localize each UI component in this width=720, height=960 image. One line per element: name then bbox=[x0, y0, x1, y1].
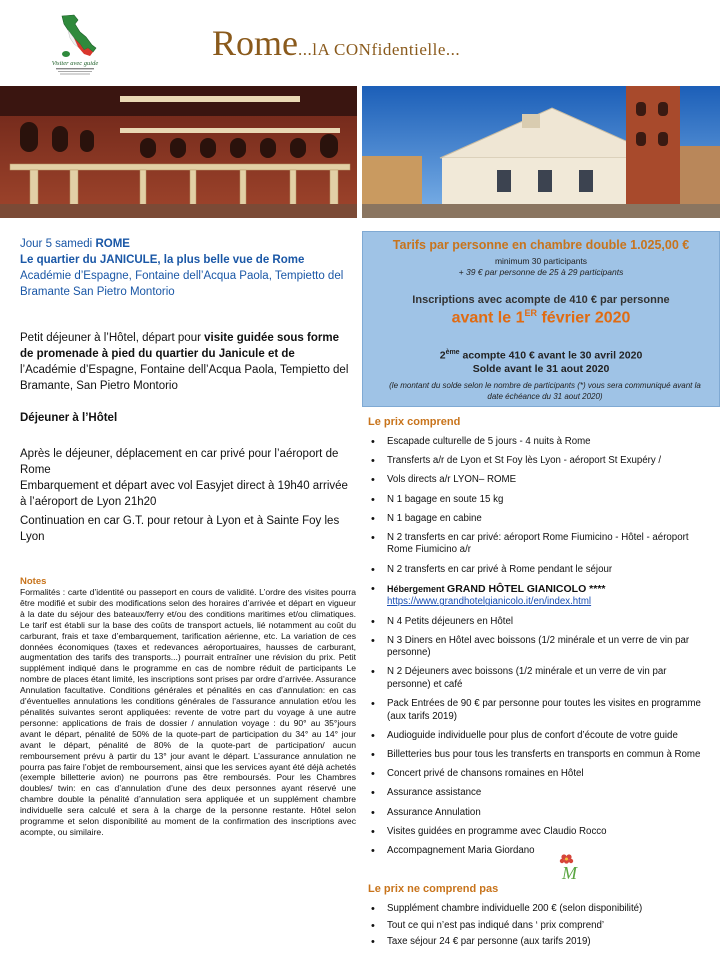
afternoon-line-3: Continuation en car G.T. pour retour à Lyon et à Sainte Foy les Lyon bbox=[20, 515, 340, 543]
list-item: • N 1 bagage en cabine bbox=[368, 513, 712, 526]
notes-body: Formalités : carte d’identité ou passeport en cours de validité. L’ordre des visites pourra être modifié et subir des modifications selon des horaires d’arrivée et départ en vigueur à la date du séjour des bateaux/ferry et/ou des conditions maritimes et/ou climatiques. Le tarif est établi sur la base des coûts de transport actuels, lié notamment au coût du carburant, frais et taxe d’embarquement, tarification aérienne, etc. La variation de ces données économiques (taxes et redevances aéroportuaires, hausses de carburant, augmentation des tarifs des transports...) pourrait entraîner une révision du prix. Petit supplément indiqué dans le programme en cas de nombre réduit de participants Le nombre de places étant limité, les inscriptions sont prises par ordre d’arrivée. Assurance Annulation facultative. Conditions générales et pénalités en cas d’annulation: en cas d’éventuelles annulations les conditions générales de l’assurance annulation et/ou les pénalités suivantes seront appliquées: revente de votre part du voyage à une autre personne: applications de frais de dossier / annulation voyage : du 90° au 35°jours avant le départ, pénalité de 50% de la quote-part de participation du 34° au 14° jour avant le départ, pénalité de 80% de la quote-part de participation/ aucun remboursement prévu à partir du 13° jour avant le départ. L’assurance annulation ne pourra pas faire l’objet de remboursement, ainsi que les services ayant été déjà achetés (exemple billetterie avion) ne pourrons pas être remboursés. Pour les Chambres doubles/ twin: en cas d’annulation d’une des deux personnes ayant réservé une chambre double la pénalité d’annulation sera appliquée et un supplément chambre individuelle sera calculé et sera à la charge de la personne restante. Hôtel selon programme et selon disponibilité au moment de la confirmation des inscriptions avec acompte, ou similaire. bbox=[20, 587, 356, 837]
lunch-heading: Déjeuner à l’Hôtel bbox=[20, 412, 118, 424]
signature-letter: M bbox=[562, 863, 577, 882]
church-facade-photo bbox=[362, 86, 720, 218]
day-city: ROME bbox=[95, 238, 130, 250]
tariff-supplement: + 39 € par personne de 25 à 29 participants bbox=[458, 267, 624, 277]
day-heading-block bbox=[20, 236, 350, 300]
included-title: Le prix comprend bbox=[368, 416, 461, 428]
morning-program bbox=[20, 330, 350, 394]
tariff-minimum: minimum 30 participants bbox=[494, 256, 588, 266]
signature-flower-icon bbox=[556, 852, 590, 882]
list-item: • Assurance Annulation bbox=[368, 807, 712, 820]
tariff-title: Tarifs par personne en chambre double 1.025,00 € bbox=[392, 238, 690, 252]
list-item: • Tout ce qui n’est pas indiqué dans ‘ prix comprend’ bbox=[368, 920, 712, 933]
hotel-link[interactable]: https://www.grandhotelgianicolo.it/en/index.html bbox=[387, 596, 592, 608]
list-item: • N 2 transferts en car privé à Rome pendant le séjour bbox=[368, 564, 712, 577]
list-item: • Vols directs a/r LYON– ROME bbox=[368, 474, 712, 487]
list-item: • N 4 Petits déjeuners en Hôtel bbox=[368, 616, 712, 629]
notes-title: Notes bbox=[20, 576, 47, 587]
morning-intro: Petit déjeuner à l’Hôtel, départ pour bbox=[20, 332, 205, 344]
title-main: Rome bbox=[212, 23, 298, 63]
day-subtitle: Le quartier du JANICULE, la plus belle vue de Rome bbox=[20, 254, 305, 266]
list-item: • N 2 transferts en car privé: aéroport Rome Fiumicino - Hôtel - aéroport Rome Fiumicino a/r bbox=[368, 532, 712, 557]
list-item: • Accompagnement Maria Giordano bbox=[368, 845, 712, 858]
page-title bbox=[212, 22, 460, 64]
balance-note: (le montant du solde selon le nombre de participants (*) vous sera communiqué avant la date échéance du 31 aout 2020) bbox=[389, 381, 701, 401]
list-item: • N 3 Diners en Hôtel avec boissons (1/2 minérale et un verre de vin par personne) bbox=[368, 635, 712, 660]
hotel-name: GRAND HÔTEL GIANICOLO **** bbox=[447, 582, 606, 595]
title-tagline: ...lA CONfidentielle... bbox=[298, 40, 461, 59]
afternoon-program bbox=[20, 446, 350, 545]
list-item: • N 2 Déjeuners avec boissons (1/2 minérale et un verre de vin par personne) et café bbox=[368, 666, 712, 691]
tariff-box bbox=[362, 231, 720, 407]
courtyard-photo bbox=[0, 86, 357, 218]
second-deposit: 2ème acompte 410 € avant le 30 avril 2020 bbox=[439, 349, 643, 362]
day-label: Jour 5 samedi bbox=[20, 238, 96, 250]
list-item: • Audioguide individuelle pour plus de confort d’écoute de votre guide bbox=[368, 730, 712, 743]
list-item: • Assurance assistance bbox=[368, 787, 712, 800]
list-item: • N 1 bagage en soute 15 kg bbox=[368, 494, 712, 507]
list-item: • Escapade culturelle de 5 jours - 4 nuits à Rome bbox=[368, 436, 712, 449]
list-item: • Taxe séjour 24 € par personne (aux tarifs 2019) bbox=[368, 936, 712, 949]
registration-deadline: avant le 1ER février 2020 bbox=[451, 308, 631, 327]
registration-deposit: Inscriptions avec acompte de 410 € par personne bbox=[412, 294, 670, 306]
list-item: • Visites guidées en programme avec Claudio Rocco bbox=[368, 826, 712, 839]
list-item: • Supplément chambre individuelle 200 € (selon disponibilité) bbox=[368, 903, 712, 916]
list-item: • Concert privé de chansons romaines en Hôtel bbox=[368, 768, 712, 781]
morning-visit: visite guidée sous forme de promenade à pied du quartier du Janicule et de bbox=[20, 332, 339, 360]
list-item: • Transferts a/r de Lyon et St Foy lès Lyon - aéroport St Exupéry / bbox=[368, 455, 712, 468]
list-item-hotel: • Hébergement GRAND HÔTEL GIANICOLO **** https://www.grandhotelgianicolo.it/en/index.html bbox=[368, 583, 712, 609]
not-included-list bbox=[368, 903, 712, 949]
list-item: • Pack Entrées de 90 € par personne pour toutes les visites en programme (aux tarifs 2019) bbox=[368, 698, 712, 723]
day-heading bbox=[20, 236, 350, 252]
afternoon-line-1: Après le déjeuner, déplacement en car privé pour l’aéroport de Rome bbox=[20, 448, 339, 476]
balance-due: Solde avant le 31 aout 2020 bbox=[472, 363, 610, 375]
afternoon-line-2: Embarquement et départ avec vol Easyjet direct à 19h40 arrivée à l’aéroport de Lyon 21h20 bbox=[20, 480, 348, 508]
logo bbox=[44, 12, 106, 78]
morning-places: l’Académie d’Espagne, Fontaine dell’Acqua Paola, Tempietto del Bramante, San Pietro Montorio bbox=[20, 364, 349, 392]
list-item: • Billetteries bus pour tous les transferts en transports en commun à Rome bbox=[368, 749, 712, 762]
day-places: Académie d’Espagne, Fontaine dell’Acqua Paola, Tempietto del Bramante San Pietro Montorio bbox=[20, 270, 344, 298]
logo-text: Visiter avec guide bbox=[51, 60, 99, 67]
not-included-title: Le prix ne comprend pas bbox=[368, 883, 499, 895]
included-list bbox=[368, 436, 712, 864]
